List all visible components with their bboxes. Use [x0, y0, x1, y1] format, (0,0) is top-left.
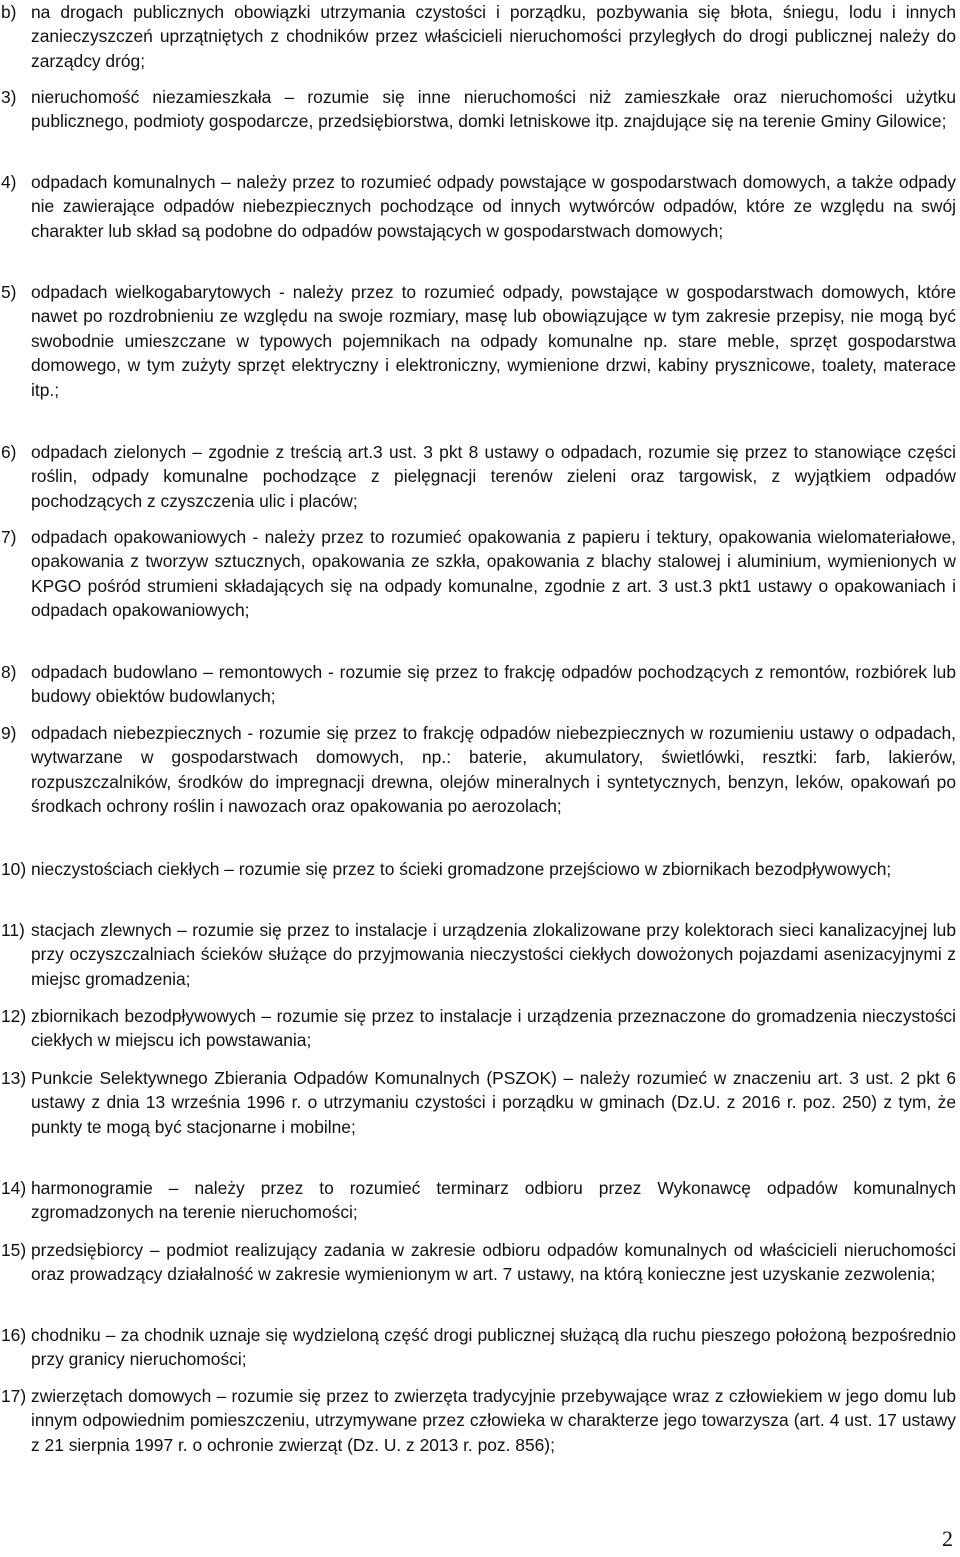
list-item: [1, 280, 956, 402]
list-item-number: 5): [1, 282, 17, 302]
list-item-text: odpadach opakowaniowych - należy przez to rozumieć opakowania z papieru i tektury, opakowania wielomateriałowe, opakowania z tworzyw sztucznych, opakowania ze szkła, opakowania z blachy stalowej i aluminium, wymienionych w KPGO pośród strumieni składających się na odpady komunalne, zgodnie z art. 3 ust.3 pkt1 ustawy o opakowaniach i odpadach opakowaniowych;: [31, 527, 956, 621]
list-item: [1, 1384, 956, 1457]
list-item-text: zbiornikach bezodpływowych – rozumie się przez to instalacje i urządzenia przeznaczone do gromadzenia nieczystości ciekłych w miejscu ich powstawania;: [31, 1006, 956, 1051]
list-item-number: 15): [1, 1240, 27, 1260]
list-item: [1, 0, 956, 73]
list-item-number: b): [1, 2, 17, 22]
list-item-number: 3): [1, 87, 17, 107]
list-item: [1, 525, 956, 623]
list-item-text: odpadach niebezpiecznych - rozumie się przez to frakcję odpadów niebezpiecznych w rozumieniu ustawy o odpadach, wytwarzane w gospodarstwach domowych, np.: baterie, akumulatory, świetlówki, resztki: farb, lakierów, rozpuszczalników, środków do impregnacji drewna, olejów mineralnych i syntetycznych, benzyn, leków, opakowań po środkach ochrony roślin i nawozach oraz opakowania po aerozolach;: [31, 723, 956, 817]
list-item-number: 8): [1, 662, 17, 682]
list-item-text: nieruchomość niezamieszkała – rozumie się inne nieruchomości niż zamieszkałe oraz nieruchomości użytku publicznego, podmioty gospodarcze, przedsiębiorstwa, domki letniskowe itp. znajdujące się na terenie Gminy Gilowice;: [31, 87, 956, 132]
page-number: 2: [942, 1526, 953, 1551]
list-item-text: odpadach budowlano – remontowych - rozumie się przez to frakcję odpadów pochodzących z remontów, rozbiórek lub budowy obiektów budowlanych;: [31, 662, 956, 707]
list-item-number: 9): [1, 723, 17, 743]
list-item-text: przedsiębiorcy – podmiot realizujący zadania w zakresie odbioru odpadów komunalnych od właścicieli nieruchomości oraz prowadzący działalność w zakresie wymienionym w art. 7 ustawy, na którą konieczne jest uzyskanie zezwolenia;: [31, 1240, 956, 1285]
list-item-text: odpadach komunalnych – należy przez to rozumieć odpady powstające w gospodarstwach domowych, a także odpady nie zawierające odpadów niebezpiecznych pochodzące od innych wytwórców odpadów, które ze względu na swój charakter lub skład są podobne do odpadów powstających w gospodarstwach domowych;: [31, 172, 956, 241]
list-item-text: odpadach wielkogabarytowych - należy przez to rozumieć odpady, powstające w gospodarstwach domowych, które nawet po rozdrobnieniu ze względu na swoje rozmiary, masę lub obowiązujące w tym zakresie przepisy, nie mogą być swobodnie umieszczane w typowych pojemnikach na odpady komunalne np. stare meble, sprzęt gospodarstwa domowego, w tym zużyty sprzęt elektryczny i elektroniczny, wymienione drzwi, kabiny prysznicowe, toalety, materace itp.;: [31, 282, 956, 400]
list-item-text: chodniku – za chodnik uznaje się wydzieloną część drogi publicznej służącą dla ruchu pieszego położoną bezpośrednio przy granicy nieruchomości;: [31, 1325, 956, 1370]
list-item-text: odpadach zielonych – zgodnie z treścią art.3 ust. 3 pkt 8 ustawy o odpadach, rozumie się przez to stanowiące części roślin, odpady komunalne pochodzące z pielęgnacji terenów zieleni oraz targowisk, z wyjątkiem odpadów pochodzących z czyszczenia ulic i placów;: [31, 442, 956, 511]
list-item-number: 17): [1, 1386, 27, 1406]
list-item-number: 16): [1, 1325, 27, 1345]
list-item: [1, 918, 956, 991]
list-item-text: Punkcie Selektywnego Zbierania Odpadów Komunalnych (PSZOK) – należy rozumieć w znaczeniu art. 3 ust. 2 pkt 6 ustawy z dnia 13 września 1996 r. o utrzymaniu czystości i porządku w gminach (Dz.U. z 2016 r. poz. 250) z tym, że punkty te mogą być stacjonarne i mobilne;: [31, 1068, 956, 1137]
list-item: [1, 1238, 956, 1287]
list-item: [1, 857, 956, 881]
list-item-number: 14): [1, 1178, 27, 1198]
list-item: [1, 1004, 956, 1053]
list-item-text: harmonogramie – należy przez to rozumieć terminarz odbioru przez Wykonawcę odpadów komunalnych zgromadzonych na terenie nieruchomości;: [31, 1178, 956, 1223]
list-item: [1, 170, 956, 243]
list-item-text: na drogach publicznych obowiązki utrzymania czystości i porządku, pozbywania się błota, śniegu, lodu i innych zanieczyszczeń uprzątniętych z chodników przez właścicieli nieruchomości przyległych do drogi publicznej należy do zarządcy dróg;: [31, 2, 956, 71]
list-item: [1, 1066, 956, 1139]
list-item: [1, 660, 956, 709]
list-item-number: 10): [1, 859, 27, 879]
list-item: [1, 440, 956, 513]
list-item: [1, 721, 956, 819]
list-item: [1, 1323, 956, 1372]
list-item: [1, 1176, 956, 1225]
list-item-number: 13): [1, 1068, 27, 1088]
list-item-text: zwierzętach domowych – rozumie się przez to zwierzęta tradycyjnie przebywające wraz z człowiekiem w jego domu lub innym odpowiednim pomieszczeniu, utrzymywane przez człowieka w charakterze jego towarzysza (art. 4 ust. 17 ustawy z 21 sierpnia 1997 r. o ochronie zwierząt (Dz. U. z 2013 r. poz. 856);: [31, 1386, 956, 1455]
list-item-text: nieczystościach ciekłych – rozumie się przez to ścieki gromadzone przejściowo w zbiornikach bezodpływowych;: [31, 859, 892, 879]
list-item-text: stacjach zlewnych – rozumie się przez to instalacje i urządzenia zlokalizowane przy kolektorach sieci kanalizacyjnej lub przy oczyszczalniach ścieków służące do przyjmowania nieczystości ciekłych dowożonych pojazdami asenizacyjnymi z miejsc gromadzenia;: [31, 920, 956, 989]
list-item-number: 6): [1, 442, 17, 462]
list-item-number: 11): [1, 920, 25, 940]
list-item-number: 4): [1, 172, 17, 192]
list-item-number: 7): [1, 527, 17, 547]
list-item: [1, 85, 956, 134]
list-item-number: 12): [1, 1006, 27, 1026]
